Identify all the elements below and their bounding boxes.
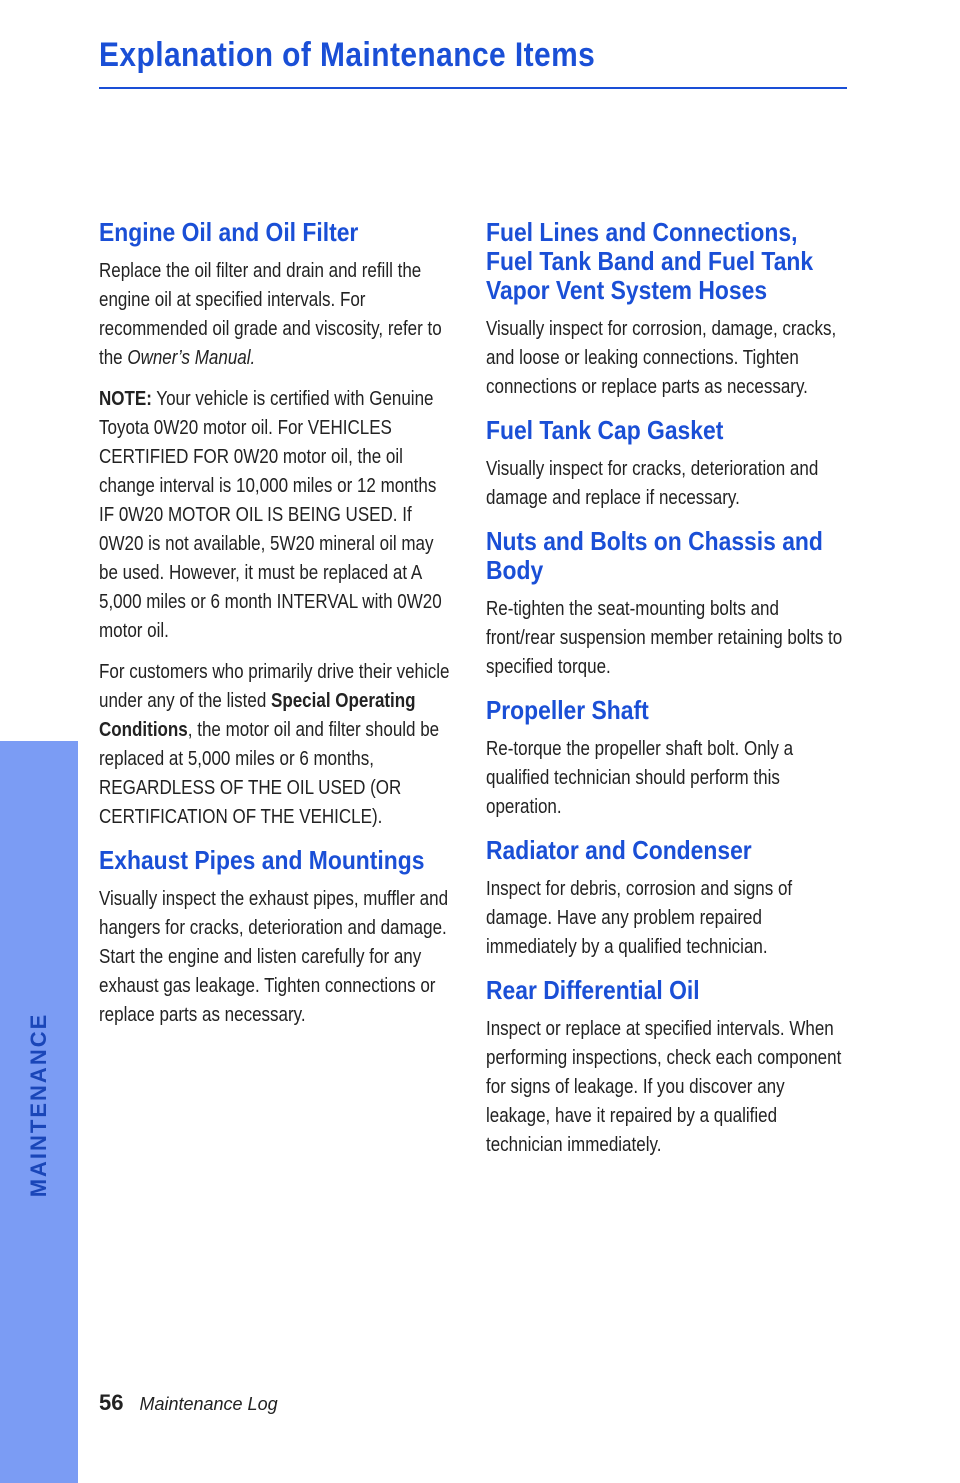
fuel-lines-text: Visually inspect for corrosion, damage, cracks, and loose or leaking connections. Tighten connections or replace parts as necessary.	[486, 318, 837, 398]
right-column	[486, 218, 851, 1174]
title-rule	[99, 87, 847, 89]
note-text: Your vehicle is certified with Genuine Toyota 0W20 motor oil. For VEHICLES CERTIFIED FOR 0W20 motor oil, the oil change interval is 10,000 miles or 12 months IF 0W20 MOTOR OIL IS BEING USED. If 0W20 is not available, 5W20 mineral oil may be used. However, it must be replaced at A 5,000 miles or 6 month INTERVAL with 0W20 motor oil.	[99, 388, 442, 642]
nuts-bolts-text: Re-tighten the seat-mounting bolts and front/rear suspension member retaining bolts to specified torque.	[486, 598, 843, 678]
radiator-text: Inspect for debris, corrosion and signs of damage. Have any problem repaired immediately by a qualified technician.	[486, 878, 793, 958]
special-conditions-before: For customers who primarily drive their vehicle under any of the listed	[99, 661, 450, 712]
side-tab-label: MAINTENANCE	[26, 1012, 51, 1198]
section-fuel-cap	[486, 416, 851, 513]
note-label: NOTE:	[99, 388, 152, 410]
heading-propeller: Propeller Shaft	[486, 695, 649, 725]
engine-oil-paragraph	[99, 257, 456, 373]
special-conditions-after: , the motor oil and filter should be replaced at 5,000 miles or 6 months, REGARDLESS OF THE OIL USED (OR CERTIFICATION OF THE VEHICLE).	[99, 719, 440, 828]
propeller-text: Re-torque the propeller shaft bolt. Only a qualified technician should perform this operation.	[486, 738, 794, 818]
section-nuts-bolts	[486, 527, 851, 682]
section-rear-diff	[486, 976, 851, 1160]
page-number: 56	[99, 1390, 124, 1415]
section-propeller	[486, 696, 851, 822]
heading-nuts-bolts: Nuts and Bolts on Chassis and Body	[486, 526, 823, 585]
special-conditions-bold: Special Operating Conditions	[99, 690, 416, 741]
heading-radiator: Radiator and Condenser	[486, 835, 752, 865]
owners-manual-ref: Owner’s Manual.	[127, 347, 256, 369]
heading-fuel-lines: Fuel Lines and Connections, Fuel Tank Band and Fuel Tank Vapor Vent System Hoses	[486, 217, 814, 305]
engine-oil-text: Replace the oil filter and drain and refill the engine oil at specified intervals. For recommended oil grade and viscosity, refer to the	[99, 260, 442, 369]
section-exhaust	[99, 846, 464, 1030]
heading-rear-diff: Rear Differential Oil	[486, 975, 700, 1005]
section-radiator	[486, 836, 851, 962]
exhaust-text: Visually inspect the exhaust pipes, muffler and hangers for cracks, deterioration and damage. Start the engine and listen carefully for any exhaust gas leakage. Tighten connections or replace parts as necessary.	[99, 888, 449, 1026]
section-engine-oil	[99, 218, 464, 832]
engine-oil-note	[99, 385, 456, 646]
left-column	[99, 218, 464, 1044]
heading-engine-oil: Engine Oil and Oil Filter	[99, 217, 359, 247]
page-title: Explanation of Maintenance Items	[99, 36, 596, 74]
section-fuel-lines	[486, 218, 851, 402]
heading-fuel-cap: Fuel Tank Cap Gasket	[486, 415, 724, 445]
special-conditions-paragraph	[99, 658, 456, 832]
fuel-cap-text: Visually inspect for cracks, deterioration and damage and replace if necessary.	[486, 458, 819, 509]
footer	[99, 1390, 278, 1416]
footer-label: Maintenance Log	[139, 1394, 278, 1414]
heading-exhaust: Exhaust Pipes and Mountings	[99, 845, 425, 875]
rear-diff-text: Inspect or replace at specified intervals. When performing inspections, check each component for signs of leakage. If you discover any leakage, have it repaired by a qualified technician immediately.	[486, 1018, 842, 1156]
